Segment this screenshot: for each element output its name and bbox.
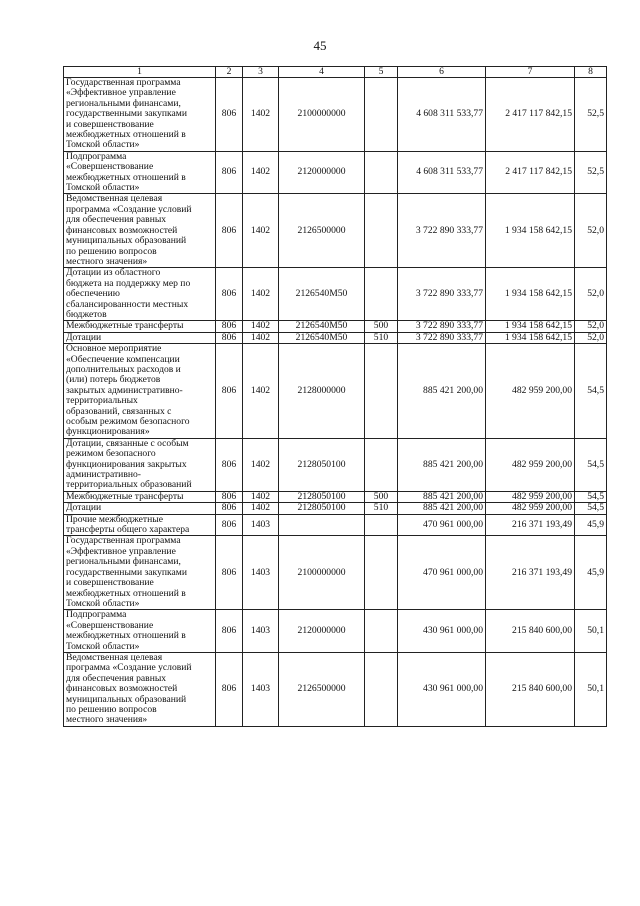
target-article-cell: 2128050100 bbox=[279, 503, 365, 514]
plan-amount-cell: 4 608 311 533,77 bbox=[398, 78, 486, 152]
expense-type-cell: 510 bbox=[365, 503, 398, 514]
row-name-cell: Дотации bbox=[64, 503, 216, 514]
expense-type-cell bbox=[365, 344, 398, 439]
plan-amount-cell: 885 421 200,00 bbox=[398, 503, 486, 514]
grbs-cell: 806 bbox=[216, 268, 243, 321]
table-row bbox=[64, 652, 607, 726]
table-row bbox=[64, 78, 607, 152]
section-code-cell: 1402 bbox=[243, 503, 279, 514]
percent-cell: 52,0 bbox=[575, 268, 607, 321]
actual-amount-cell: 1 934 158 642,15 bbox=[486, 194, 575, 268]
actual-amount-cell: 482 959 200,00 bbox=[486, 344, 575, 439]
table-row bbox=[64, 194, 607, 268]
expense-type-cell bbox=[365, 536, 398, 610]
table-row bbox=[64, 503, 607, 514]
grbs-cell: 806 bbox=[216, 321, 243, 332]
expense-type-cell: 510 bbox=[365, 332, 398, 343]
section-code-cell: 1403 bbox=[243, 536, 279, 610]
percent-cell: 50,1 bbox=[575, 610, 607, 653]
table-row bbox=[64, 536, 607, 610]
expense-type-cell: 500 bbox=[365, 491, 398, 502]
target-article-cell: 2126500000 bbox=[279, 652, 365, 726]
budget-table bbox=[63, 66, 607, 727]
actual-amount-cell: 2 417 117 842,15 bbox=[486, 151, 575, 194]
percent-cell: 54,5 bbox=[575, 491, 607, 502]
percent-cell: 54,5 bbox=[575, 438, 607, 491]
grbs-cell: 806 bbox=[216, 491, 243, 502]
target-article-cell bbox=[279, 514, 365, 536]
grbs-cell: 806 bbox=[216, 610, 243, 653]
row-name-cell: Прочие межбюджетные трансферты общего характера bbox=[64, 514, 216, 536]
actual-amount-cell: 1 934 158 642,15 bbox=[486, 332, 575, 343]
section-code-cell: 1402 bbox=[243, 78, 279, 152]
target-article-cell: 2128050100 bbox=[279, 438, 365, 491]
table-row bbox=[64, 610, 607, 653]
expense-type-cell: 500 bbox=[365, 321, 398, 332]
target-article-cell: 2126500000 bbox=[279, 194, 365, 268]
row-name-cell: Государственная программа «Эффективное управление региональными финансами, государственными закупками и совершенствование межбюджетных отношений в Томской области» bbox=[64, 536, 216, 610]
expense-type-cell bbox=[365, 438, 398, 491]
expense-type-cell bbox=[365, 514, 398, 536]
section-code-cell: 1403 bbox=[243, 514, 279, 536]
expense-type-cell bbox=[365, 652, 398, 726]
header-row bbox=[64, 67, 607, 78]
plan-amount-cell: 3 722 890 333,77 bbox=[398, 332, 486, 343]
table-row bbox=[64, 321, 607, 332]
target-article-cell: 2100000000 bbox=[279, 536, 365, 610]
table-row bbox=[64, 332, 607, 343]
target-article-cell: 2126540М50 bbox=[279, 332, 365, 343]
plan-amount-cell: 3 722 890 333,77 bbox=[398, 268, 486, 321]
plan-amount-cell: 430 961 000,00 bbox=[398, 610, 486, 653]
plan-amount-cell: 885 421 200,00 bbox=[398, 491, 486, 502]
plan-amount-cell: 885 421 200,00 bbox=[398, 344, 486, 439]
header-cell: 3 bbox=[243, 67, 279, 78]
expense-type-cell bbox=[365, 78, 398, 152]
header-cell: 1 bbox=[64, 67, 216, 78]
row-name-cell: Государственная программа «Эффективное управление региональными финансами, государственными закупками и совершенствование межбюджетных отношений в Томской области» bbox=[64, 78, 216, 152]
table-row bbox=[64, 151, 607, 194]
grbs-cell: 806 bbox=[216, 438, 243, 491]
section-code-cell: 1402 bbox=[243, 491, 279, 502]
page-number: 45 bbox=[313, 38, 327, 53]
percent-cell: 52,5 bbox=[575, 78, 607, 152]
grbs-cell: 806 bbox=[216, 332, 243, 343]
target-article-cell: 2126540М50 bbox=[279, 321, 365, 332]
percent-cell: 52,0 bbox=[575, 332, 607, 343]
section-code-cell: 1402 bbox=[243, 321, 279, 332]
percent-cell: 45,9 bbox=[575, 514, 607, 536]
table-body bbox=[64, 67, 607, 727]
actual-amount-cell: 1 934 158 642,15 bbox=[486, 268, 575, 321]
section-code-cell: 1402 bbox=[243, 438, 279, 491]
grbs-cell: 806 bbox=[216, 344, 243, 439]
target-article-cell: 2128000000 bbox=[279, 344, 365, 439]
header-cell: 8 bbox=[575, 67, 607, 78]
percent-cell: 50,1 bbox=[575, 652, 607, 726]
section-code-cell: 1402 bbox=[243, 268, 279, 321]
plan-amount-cell: 885 421 200,00 bbox=[398, 438, 486, 491]
actual-amount-cell: 1 934 158 642,15 bbox=[486, 321, 575, 332]
header-cell: 6 bbox=[398, 67, 486, 78]
table-row bbox=[64, 491, 607, 502]
plan-amount-cell: 470 961 000,00 bbox=[398, 536, 486, 610]
row-name-cell: Дотации bbox=[64, 332, 216, 343]
section-code-cell: 1402 bbox=[243, 194, 279, 268]
percent-cell: 52,0 bbox=[575, 321, 607, 332]
section-code-cell: 1403 bbox=[243, 610, 279, 653]
expense-type-cell bbox=[365, 151, 398, 194]
percent-cell: 52,0 bbox=[575, 194, 607, 268]
table-row bbox=[64, 438, 607, 491]
grbs-cell: 806 bbox=[216, 514, 243, 536]
grbs-cell: 806 bbox=[216, 78, 243, 152]
header-cell: 4 bbox=[279, 67, 365, 78]
row-name-cell: Ведомственная целевая программа «Создание условий для обеспечения равных финансовых возможностей муниципальных образований по решению вопросов местного значения» bbox=[64, 652, 216, 726]
plan-amount-cell: 470 961 000,00 bbox=[398, 514, 486, 536]
grbs-cell: 806 bbox=[216, 194, 243, 268]
header-cell: 2 bbox=[216, 67, 243, 78]
row-name-cell: Дотации, связанные с особым режимом безопасного функционирования закрытых административно- территориальных образований bbox=[64, 438, 216, 491]
table-row bbox=[64, 344, 607, 439]
plan-amount-cell: 3 722 890 333,77 bbox=[398, 321, 486, 332]
target-article-cell: 2128050100 bbox=[279, 491, 365, 502]
actual-amount-cell: 482 959 200,00 bbox=[486, 491, 575, 502]
row-name-cell: Межбюджетные трансферты bbox=[64, 491, 216, 502]
row-name-cell: Подпрограмма «Совершенствование межбюджетных отношений в Томской области» bbox=[64, 151, 216, 194]
row-name-cell: Межбюджетные трансферты bbox=[64, 321, 216, 332]
section-code-cell: 1403 bbox=[243, 652, 279, 726]
header-cell: 7 bbox=[486, 67, 575, 78]
table-row bbox=[64, 268, 607, 321]
grbs-cell: 806 bbox=[216, 503, 243, 514]
section-code-cell: 1402 bbox=[243, 151, 279, 194]
percent-cell: 52,5 bbox=[575, 151, 607, 194]
row-name-cell: Ведомственная целевая программа «Создание условий для обеспечения равных финансовых возможностей муниципальных образований по решению вопросов местного значения» bbox=[64, 194, 216, 268]
percent-cell: 54,5 bbox=[575, 503, 607, 514]
actual-amount-cell: 216 371 193,49 bbox=[486, 514, 575, 536]
plan-amount-cell: 4 608 311 533,77 bbox=[398, 151, 486, 194]
header-cell: 5 bbox=[365, 67, 398, 78]
target-article-cell: 2120000000 bbox=[279, 151, 365, 194]
actual-amount-cell: 2 417 117 842,15 bbox=[486, 78, 575, 152]
target-article-cell: 2100000000 bbox=[279, 78, 365, 152]
actual-amount-cell: 215 840 600,00 bbox=[486, 652, 575, 726]
actual-amount-cell: 216 371 193,49 bbox=[486, 536, 575, 610]
row-name-cell: Подпрограмма «Совершенствование межбюджетных отношений в Томской области» bbox=[64, 610, 216, 653]
actual-amount-cell: 215 840 600,00 bbox=[486, 610, 575, 653]
grbs-cell: 806 bbox=[216, 536, 243, 610]
expense-type-cell bbox=[365, 268, 398, 321]
grbs-cell: 806 bbox=[216, 151, 243, 194]
table-row bbox=[64, 514, 607, 536]
percent-cell: 45,9 bbox=[575, 536, 607, 610]
section-code-cell: 1402 bbox=[243, 344, 279, 439]
expense-type-cell bbox=[365, 610, 398, 653]
expense-type-cell bbox=[365, 194, 398, 268]
row-name-cell: Основное мероприятие «Обеспечение компенсации дополнительных расходов и (или) потерь бюджетов закрытых административно- территориальных образований, связанных с особым режимом безопасного функционирования» bbox=[64, 344, 216, 439]
actual-amount-cell: 482 959 200,00 bbox=[486, 438, 575, 491]
grbs-cell: 806 bbox=[216, 652, 243, 726]
actual-amount-cell: 482 959 200,00 bbox=[486, 503, 575, 514]
section-code-cell: 1402 bbox=[243, 332, 279, 343]
target-article-cell: 2126540М50 bbox=[279, 268, 365, 321]
plan-amount-cell: 430 961 000,00 bbox=[398, 652, 486, 726]
plan-amount-cell: 3 722 890 333,77 bbox=[398, 194, 486, 268]
row-name-cell: Дотации из областного бюджета на поддержку мер по обеспечению сбалансированности местных бюджетов bbox=[64, 268, 216, 321]
percent-cell: 54,5 bbox=[575, 344, 607, 439]
target-article-cell: 2120000000 bbox=[279, 610, 365, 653]
